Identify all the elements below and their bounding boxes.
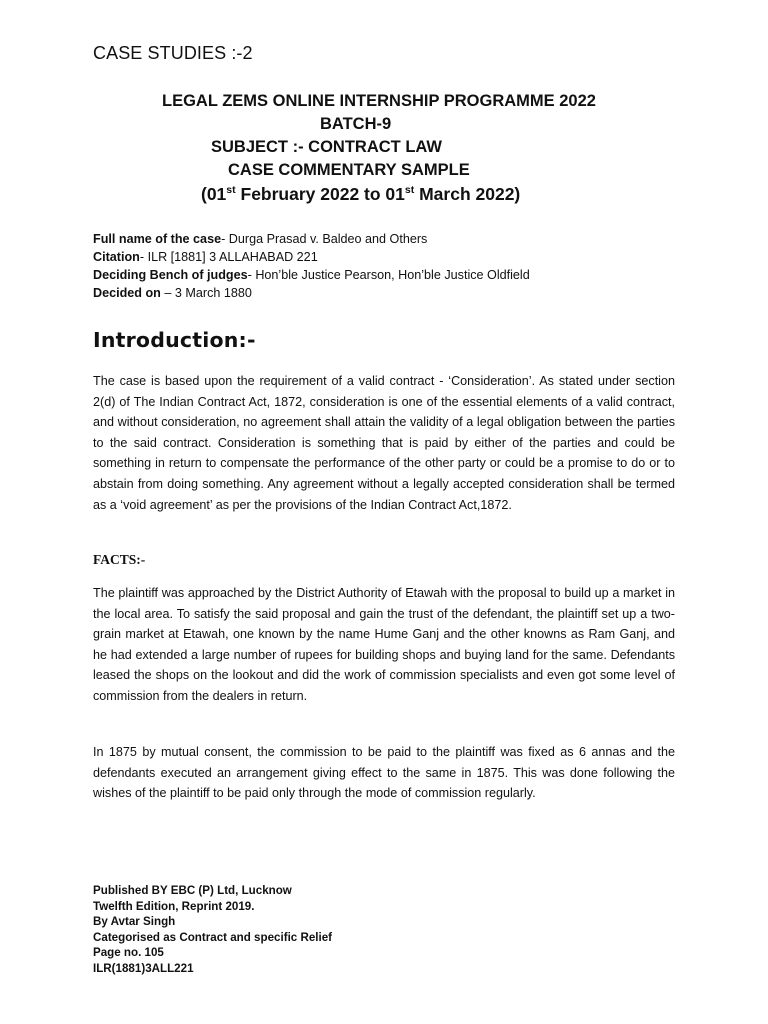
case-studies-label: CASE STUDIES :-2 — [93, 43, 253, 63]
meta-citation-value: - ILR [1881] 3 ALLAHABAD 221 — [139, 250, 318, 264]
meta-decided-value: – 3 March 1880 — [160, 286, 252, 300]
footer-publisher: Published BY EBC (P) Ltd, Lucknow — [93, 884, 292, 897]
facts-paragraph-1: The plaintiff was approached by the District Authority of Etawah with the proposal to build up a market in the local area. To satisfy the said proposal and gain the trust of the defendant, the plaintiff set up a two-grain market at Etawah, one known by the name Hume Ganj and the other knowns as Ram Ganj, and he had extended a large number of rupees for building shops and buying land for the same. Defendants leased the shops on the lookout and did the work of commission specialists and even got some level of commission from the dealers in return. — [93, 586, 675, 703]
meta-full-name-value: - Durga Prasad v. Baldeo and Others — [221, 232, 428, 246]
heading-subject: SUBJECT :- CONTRACT LAW — [211, 138, 442, 156]
heading-dates-close: March 2022) — [414, 184, 521, 204]
heading-programme: LEGAL ZEMS ONLINE INTERNSHIP PROGRAMME 2022 — [162, 92, 596, 110]
facts-paragraph-2: In 1875 by mutual consent, the commission to be paid to the plaintiff was fixed as 6 annas and the defendants executed an arrangement giving effect to the same in 1875. This was done following the wishes of the plaintiff to be paid only through the mode of commission regularly. — [93, 745, 675, 801]
footer-author: By Avtar Singh — [93, 915, 176, 929]
heading-dates — [201, 183, 520, 206]
meta-full-name — [93, 230, 530, 248]
meta-full-name-label: Full name of the case — [93, 232, 222, 246]
meta-citation-label: Citation — [93, 250, 140, 264]
heading-dates-open: (01 — [201, 184, 227, 204]
footer-edition: Twelfth Edition, Reprint 2019. — [93, 899, 255, 913]
publication-footer — [93, 883, 332, 977]
footer-category: Categorised as Contract and specific Relief — [93, 930, 333, 944]
case-metadata — [93, 230, 530, 302]
heading-sample: CASE COMMENTARY SAMPLE — [228, 161, 470, 179]
meta-bench-value: - Hon’ble Justice Pearson, Hon’ble Justice Oldfield — [247, 268, 530, 282]
meta-decided-label: Decided on — [93, 286, 161, 300]
heading-batch: BATCH-9 — [320, 115, 392, 133]
meta-bench-label: Deciding Bench of judges — [93, 268, 248, 282]
footer-page-number: Page no. 105 — [93, 946, 164, 960]
facts-heading: FACTS:- — [93, 552, 146, 567]
footer-citation: ILR(1881)3ALL221 — [93, 961, 194, 975]
meta-decided — [93, 284, 530, 302]
heading-dates-sup1: st — [226, 184, 236, 197]
meta-citation — [93, 248, 530, 266]
heading-dates-sup2: st — [404, 184, 415, 197]
meta-bench — [93, 266, 530, 284]
introduction-paragraph: The case is based upon the requirement of a valid contract - ‘Consideration’. As stated under section 2(d) of The Indian Contract Act, 1872, consideration is one of the essential elements of a valid contract, and without consideration, no agreement shall attain the validity of a legal obligation between the parties to the said contract. Consideration is something that is paid by either of the parties and could be something in return to compensate the performance of the other party or could be a promise to do or to abstain from doing something. Any agreement without a legally accepted consideration shall be termed as a ‘void agreement’ as per the provisions of the Indian Contract Act,1872. — [93, 374, 675, 512]
heading-dates-mid: February 2022 to 01 — [235, 184, 405, 204]
introduction-heading: Introduction:- — [93, 328, 256, 352]
